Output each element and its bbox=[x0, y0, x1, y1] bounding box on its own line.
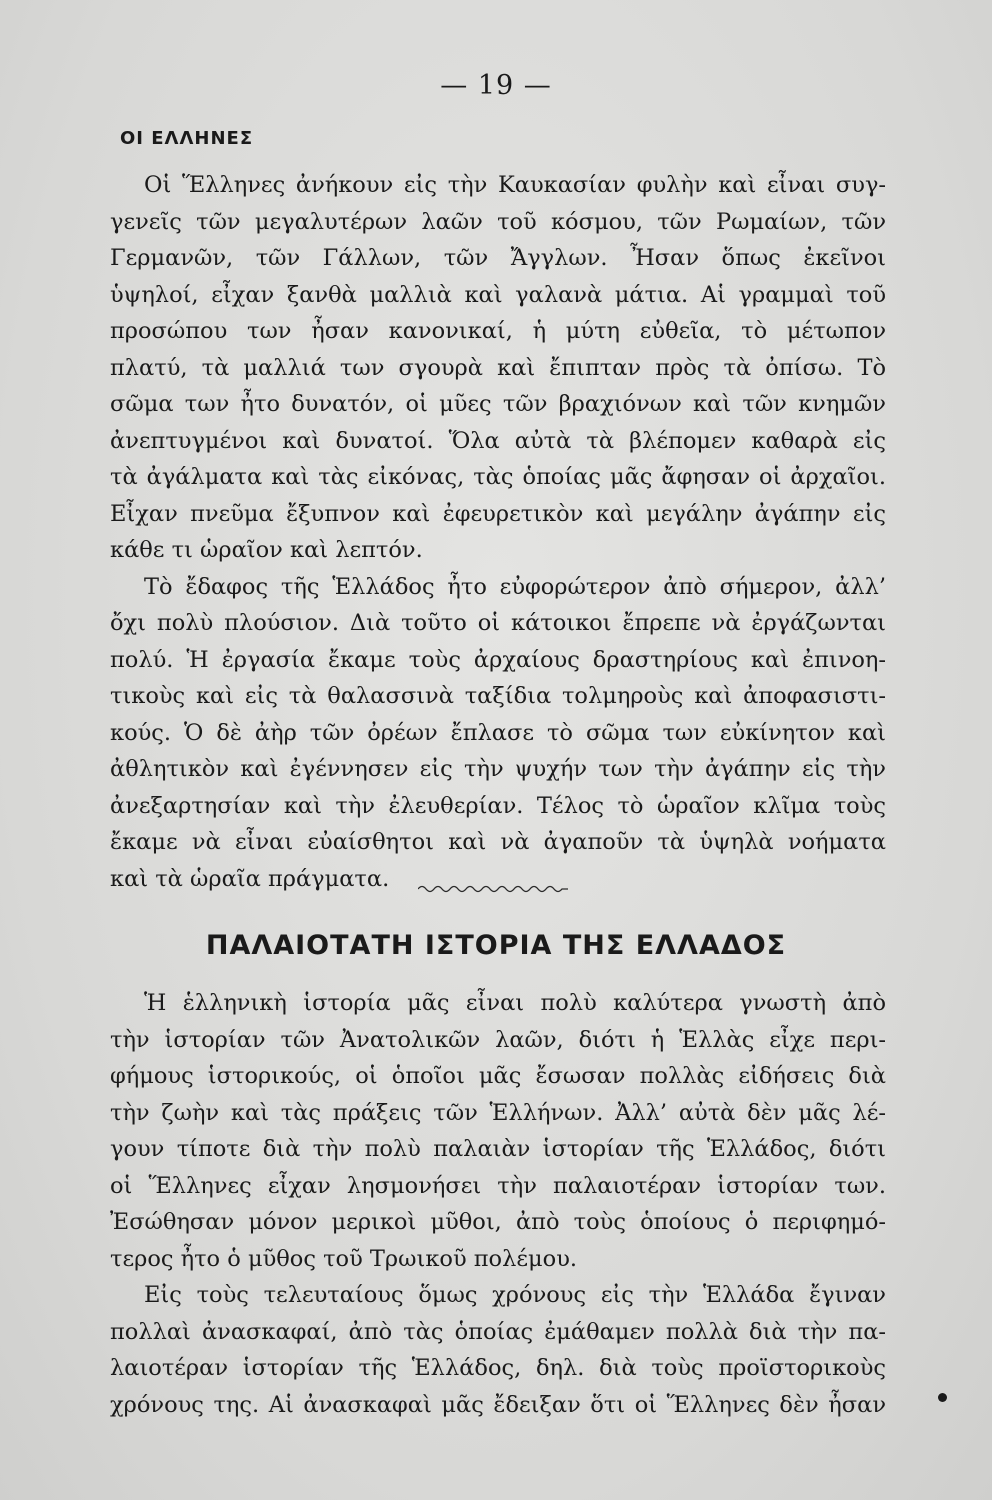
text-line: κάθε τι ὡραῖον καὶ λεπτόν. bbox=[110, 537, 423, 563]
text-line: ἀθλητικὸν καὶ ἐγέννησεν εἰς τὴν ψυχήν των τὴν ἀγάπην εἰς τὴν bbox=[110, 756, 886, 782]
section-heading-hellenes: ΟΙ ΕΛΛΗΝΕΣ bbox=[120, 128, 254, 149]
text-line: ἀνεπτυγμένοι καὶ δυνατοί. Ὅλα αὐτὰ τὰ βλέπομεν καθαρὰ εἰς bbox=[110, 427, 886, 454]
text-line: πλατύ, τὰ μαλλιά των σγουρὰ καὶ ἔπιπταν πρὸς τὰ ὀπίσω. Τὸ bbox=[110, 354, 886, 381]
text-line: Εἰς τοὺς τελευταίους ὅμως χρόνους εἰς τὴν Ἑλλάδα ἔγιναν bbox=[144, 1282, 886, 1308]
chapter-heading: ΠΑΛΑΙΟΤΑΤΗ ΙΣΤΟΡΙΑ ΤΗΣ ΕΛΛΑΔΟΣ bbox=[205, 930, 787, 961]
text-line: Εἶχαν πνεῦμα ἔξυπνον καὶ ἐφευρετικὸν καὶ μεγάλην ἀγάπην εἰς bbox=[110, 500, 886, 527]
text-line: Ἐσώθησαν μόνον μερικοὶ μῦθοι, ἀπὸ τοὺς ὁποίους ὁ περιφημό- bbox=[110, 1209, 886, 1235]
text-line: ἀνεξαρτησίαν καὶ τὴν ἐλευθερίαν. Τέλος τὸ ὡραῖον κλῖμα τοὺς bbox=[110, 792, 886, 819]
text-line: πολλαὶ ἀνασκαφαί, ἀπὸ τὰς ὁποίας ἐμάθαμεν πολλὰ διὰ τὴν πα- bbox=[110, 1318, 886, 1345]
text-line: οἱ Ἕλληνες εἶχαν λησμονήσει τὴν παλαιοτέραν ἱστορίαν των. bbox=[110, 1172, 886, 1199]
text-line: λαιοτέραν ἱστορίαν τῆς Ἑλλάδος, δηλ. διὰ τοὺς προϊστορικοὺς bbox=[110, 1355, 886, 1381]
text-line: Τὸ ἔδαφος τῆς Ἑλλάδος ἦτο εὐφορώτερον ἀπὸ σήμερον, ἀλλ’ bbox=[144, 573, 886, 600]
section-body-hellenes bbox=[110, 167, 886, 897]
text-line: Οἱ Ἕλληνες ἀνήκουν εἰς τὴν Καυκασίαν φυλὴν καὶ εἶναι συγ- bbox=[144, 172, 886, 198]
text-line: προσώπου των ἦσαν κανονικαί, ἡ μύτη εὐθεῖα, τὸ μέτωπον bbox=[110, 318, 886, 344]
text-line: πολύ. Ἡ ἐργασία ἔκαμε τοὺς ἀρχαίους δραστηρίους καὶ ἐπινοη- bbox=[110, 646, 886, 673]
text-line: γενεῖς τῶν μεγαλυτέρων λαῶν τοῦ κόσμου, τῶν Ρωμαίων, τῶν bbox=[110, 208, 886, 235]
text-line: σῶμα των ἦτο δυνατόν, οἱ μῦες τῶν βραχιόνων καὶ τῶν κνημῶν bbox=[110, 391, 886, 417]
wavy-divider-ornament bbox=[418, 880, 568, 894]
text-line: Ἡ ἑλληνικὴ ἱστορία μᾶς εἶναι πολὺ καλύτερα γνωστὴ ἀπὸ bbox=[144, 990, 886, 1016]
text-line: τικοὺς καὶ εἰς τὰ θαλασσινὰ ταξίδια τολμηροὺς καὶ ἀποφασιστι- bbox=[110, 683, 886, 709]
section-body-history bbox=[110, 985, 886, 1423]
text-line: τερος ἦτο ὁ μῦθος τοῦ Τρωικοῦ πολέμου. bbox=[110, 1245, 578, 1272]
text-line: τὴν ἱστορίαν τῶν Ἀνατολικῶν λαῶν, διότι ἡ Ἑλλὰς εἶχε περι- bbox=[110, 1026, 886, 1053]
text-line: τὴν ζωὴν καὶ τὰς πράξεις τῶν Ἑλλήνων. Ἀλλ’ αὐτὰ δὲν μᾶς λέ- bbox=[110, 1099, 886, 1126]
text-line: ἔκαμε νὰ εἶναι εὐαίσθητοι καὶ νὰ ἀγαποῦν τὰ ὑψηλὰ νοήματα bbox=[110, 829, 886, 855]
page-number: — 19 — bbox=[440, 70, 552, 101]
margin-dot-mark bbox=[938, 1393, 947, 1402]
text-line: χρόνους της. Αἱ ἀνασκαφαὶ μᾶς ἔδειξαν ὅτι οἱ Ἕλληνες δὲν ἦσαν bbox=[110, 1391, 886, 1418]
text-line: τὰ ἀγάλματα καὶ τὰς εἰκόνας, τὰς ὁποίας μᾶς ἄφησαν οἱ ἀρχαῖοι. bbox=[110, 464, 886, 490]
text-line: κούς. Ὁ δὲ ἀὴρ τῶν ὀρέων ἔπλασε τὸ σῶμα των εὐκίνητον καὶ bbox=[110, 719, 886, 746]
text-line: γουν τίποτε διὰ τὴν πολὺ παλαιὰν ἱστορίαν τῆς Ἑλλάδος, διότι bbox=[110, 1136, 886, 1162]
text-line: Γερμανῶν, τῶν Γάλλων, τῶν Ἄγγλων. Ἦσαν ὅπως ἐκεῖνοι bbox=[110, 245, 886, 271]
text-line: ὑψηλοί, εἶχαν ξανθὰ μαλλιὰ καὶ γαλανὰ μάτια. Αἱ γραμμαὶ τοῦ bbox=[110, 281, 886, 308]
text-line: καὶ τὰ ὡραῖα πράγματα. bbox=[110, 865, 390, 892]
text-line: φήμους ἱστορικούς, οἱ ὁποῖοι μᾶς ἔσωσαν πολλὰς εἰδήσεις διὰ bbox=[110, 1063, 886, 1089]
text-line: ὄχι πολὺ πλούσιον. Διὰ τοῦτο οἱ κάτοικοι ἔπρεπε νὰ ἐργάζωνται bbox=[110, 610, 886, 636]
